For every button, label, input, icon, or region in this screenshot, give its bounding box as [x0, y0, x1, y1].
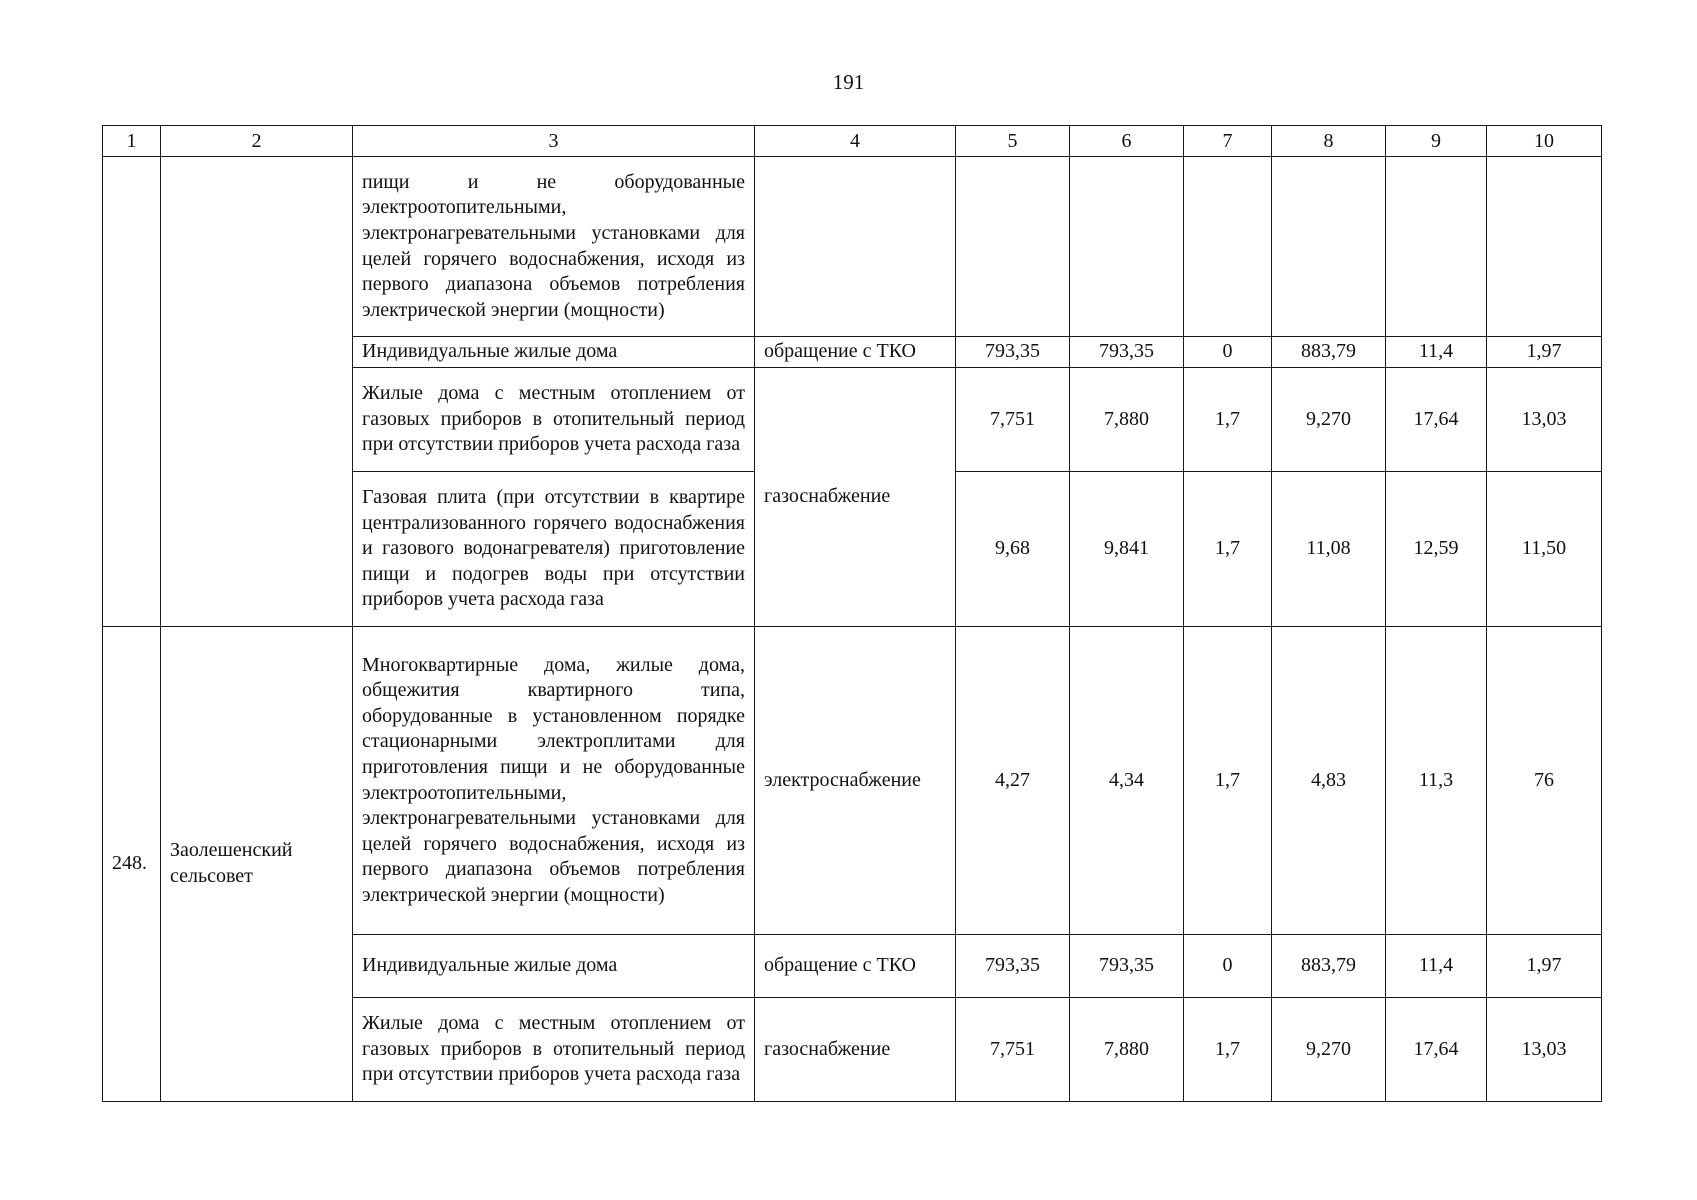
value-cell: 4,83 — [1272, 627, 1386, 935]
locality-cell: Заолешенский сельсовет — [161, 627, 353, 1102]
column-header: 1 — [103, 126, 161, 157]
value-cell: 9,270 — [1272, 368, 1386, 472]
column-header: 5 — [956, 126, 1070, 157]
table-row — [103, 157, 1602, 337]
column-header: 2 — [161, 126, 353, 157]
service-cell: газоснабжение — [755, 998, 956, 1102]
value-cell: 9,270 — [1272, 998, 1386, 1102]
row-number-cell — [103, 157, 161, 627]
value-cell: 17,64 — [1386, 368, 1487, 472]
table-header-row — [103, 126, 1602, 157]
column-header: 10 — [1487, 126, 1602, 157]
value-cell: 1,97 — [1487, 935, 1602, 998]
value-cell: 793,35 — [1070, 935, 1184, 998]
value-cell: 7,880 — [1070, 368, 1184, 472]
value-cell: 11,3 — [1386, 627, 1487, 935]
value-cell: 11,08 — [1272, 472, 1386, 627]
value-cell: 11,50 — [1487, 472, 1602, 627]
service-cell — [755, 157, 956, 337]
column-header: 4 — [755, 126, 956, 157]
value-cell: 9,68 — [956, 472, 1070, 627]
value-cell — [956, 157, 1070, 337]
value-cell: 793,35 — [956, 337, 1070, 368]
value-cell: 9,841 — [1070, 472, 1184, 627]
consumer-category-cell: Газовая плита (при отсутствии в квартире централизованного горячего водоснабжения и газового водонагревателя) приготовление пищи и подогрев воды при отсутствии приборов учета расхода газа — [353, 472, 755, 627]
value-cell: 17,64 — [1386, 998, 1487, 1102]
column-header: 8 — [1272, 126, 1386, 157]
value-cell — [1272, 157, 1386, 337]
value-cell: 7,751 — [956, 368, 1070, 472]
value-cell: 11,4 — [1386, 337, 1487, 368]
value-cell: 4,34 — [1070, 627, 1184, 935]
column-header: 9 — [1386, 126, 1487, 157]
value-cell: 11,4 — [1386, 935, 1487, 998]
value-cell: 7,880 — [1070, 998, 1184, 1102]
column-header: 7 — [1184, 126, 1272, 157]
consumer-category-cell: Многоквартирные дома, жилые дома, общежития квартирного типа, оборудованные в установленном порядке стационарными электроплитами для приготовления пищи и не оборудованные электроотопительными, электронагревательными установками для целей горячего водоснабжения, исходя из первого диапазона объемов потребления электрической энергии (мощности) — [353, 627, 755, 935]
consumer-category-cell: Жилые дома с местным отоплением от газовых приборов в отопительный период при отсутствии приборов учета расхода газа — [353, 998, 755, 1102]
locality-cell — [161, 157, 353, 627]
consumer-category-cell: Индивидуальные жилые дома — [353, 935, 755, 998]
value-cell: 1,7 — [1184, 368, 1272, 472]
service-cell: обращение с ТКО — [755, 935, 956, 998]
consumer-category-cell: Индивидуальные жилые дома — [353, 337, 755, 368]
value-cell — [1184, 157, 1272, 337]
value-cell: 4,27 — [956, 627, 1070, 935]
consumer-category-cell: пищи и не оборудованные электроотопительными, электронагревательными установками для целей горячего водоснабжения, исходя из первого диапазона объемов потребления электрической энергии (мощности) — [353, 157, 755, 337]
value-cell: 1,7 — [1184, 472, 1272, 627]
page-number: 191 — [832, 70, 865, 94]
service-cell: газоснабжение — [755, 368, 956, 627]
value-cell: 883,79 — [1272, 337, 1386, 368]
value-cell: 7,751 — [956, 998, 1070, 1102]
table-row — [103, 627, 1602, 935]
value-cell: 0 — [1184, 337, 1272, 368]
value-cell: 793,35 — [956, 935, 1070, 998]
service-cell: обращение с ТКО — [755, 337, 956, 368]
value-cell: 1,97 — [1487, 337, 1602, 368]
value-cell: 76 — [1487, 627, 1602, 935]
tariff-table — [102, 125, 1602, 1102]
value-cell: 13,03 — [1487, 998, 1602, 1102]
value-cell: 883,79 — [1272, 935, 1386, 998]
row-number-cell: 248. — [103, 627, 161, 1102]
column-header: 3 — [353, 126, 755, 157]
value-cell: 0 — [1184, 935, 1272, 998]
value-cell — [1070, 157, 1184, 337]
value-cell: 12,59 — [1386, 472, 1487, 627]
consumer-category-cell: Жилые дома с местным отоплением от газовых приборов в отопительный период при отсутствии приборов учета расхода газа — [353, 368, 755, 472]
value-cell: 1,7 — [1184, 998, 1272, 1102]
value-cell: 793,35 — [1070, 337, 1184, 368]
value-cell: 13,03 — [1487, 368, 1602, 472]
value-cell: 1,7 — [1184, 627, 1272, 935]
value-cell — [1487, 157, 1602, 337]
value-cell — [1386, 157, 1487, 337]
service-cell: электроснабжение — [755, 627, 956, 935]
column-header: 6 — [1070, 126, 1184, 157]
